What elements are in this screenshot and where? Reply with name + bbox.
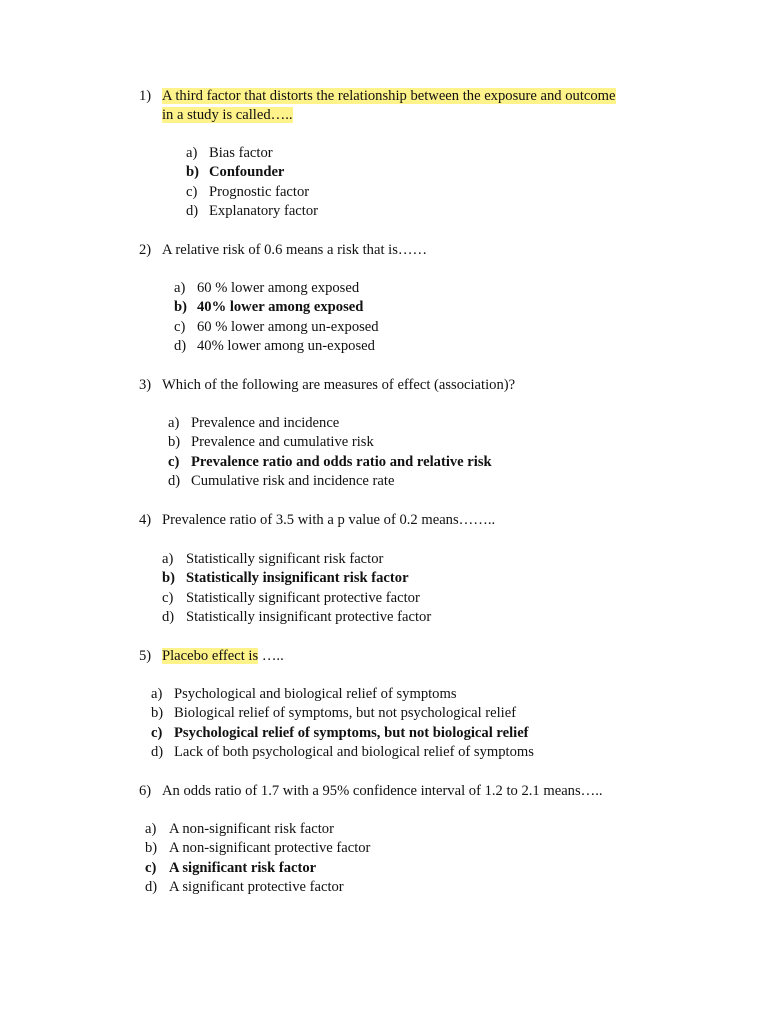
option-a [0, 550, 768, 569]
option-letter: b) [168, 434, 181, 451]
option-c [0, 183, 768, 202]
option-d [0, 608, 768, 627]
question-number: 6) [139, 783, 152, 799]
option-text: Statistically significant risk factor [186, 551, 384, 567]
option-text: 40% lower among exposed [197, 299, 364, 316]
question-text [162, 87, 662, 126]
option-b-correct [0, 163, 768, 182]
option-letter: b) [174, 299, 187, 316]
question-text: Placebo effect is ….. [162, 648, 284, 664]
option-text: A non-significant protective factor [169, 840, 371, 857]
question-text: Which of the following are measures of effect (association)? [162, 377, 516, 393]
option-text: Biological relief of symptoms, but not psychological relief [174, 705, 517, 722]
option-letter: d) [145, 878, 158, 895]
options-list [0, 685, 768, 762]
option-d [0, 743, 768, 762]
option-letter: d) [168, 472, 181, 489]
options-list [0, 414, 768, 491]
option-text: Psychological relief of symptoms, but not biological relief [174, 724, 529, 741]
option-c-correct [0, 859, 768, 878]
option-d [0, 202, 768, 221]
highlighted-text: A third factor that distorts the relationship between the exposure and outcome [162, 88, 616, 104]
option-text: Confounder [209, 164, 285, 181]
option-a [0, 820, 768, 839]
option-letter: b) [186, 164, 199, 181]
option-text: Statistically significant protective factor [186, 589, 420, 606]
option-b-correct [0, 569, 768, 588]
option-a [0, 144, 768, 163]
option-letter: a) [168, 415, 180, 431]
highlighted-text: in a study is called….. [162, 107, 293, 124]
option-b [0, 433, 768, 452]
option-letter: d) [186, 202, 199, 219]
option-text: Prevalence and incidence [191, 415, 340, 431]
option-text: Prevalence ratio and odds ratio and relative risk [191, 453, 492, 470]
option-text: Statistically insignificant protective factor [186, 608, 432, 625]
option-letter: a) [151, 686, 163, 702]
option-d [0, 878, 768, 897]
option-c-correct [0, 724, 768, 743]
option-letter: d) [151, 743, 164, 760]
option-text: Prevalence and cumulative risk [191, 434, 374, 451]
option-letter: d) [162, 608, 175, 625]
option-text: Explanatory factor [209, 202, 318, 219]
option-letter: c) [186, 183, 198, 200]
options-list [0, 279, 768, 356]
option-letter: c) [168, 453, 180, 470]
options-list [0, 144, 768, 221]
question-number: 2) [139, 242, 152, 258]
option-text: 40% lower among un-exposed [197, 337, 375, 354]
option-b [0, 839, 768, 858]
option-text: Bias factor [209, 145, 273, 161]
option-d [0, 472, 768, 491]
options-list [0, 820, 768, 897]
question-number: 1) [139, 88, 152, 104]
option-c [0, 589, 768, 608]
option-letter: a) [145, 821, 157, 837]
option-letter: a) [186, 145, 198, 161]
option-letter: d) [174, 337, 187, 354]
question-number: 3) [139, 377, 152, 393]
option-letter: b) [145, 840, 158, 857]
option-c-correct [0, 453, 768, 472]
options-list [0, 550, 768, 627]
question-number: 4) [139, 512, 152, 528]
option-text: Psychological and biological relief of symptoms [174, 686, 457, 702]
option-c [0, 318, 768, 337]
option-letter: b) [162, 570, 175, 587]
option-text: Cumulative risk and incidence rate [191, 472, 395, 489]
question-text: A relative risk of 0.6 means a risk that is…… [162, 242, 428, 258]
option-a [0, 685, 768, 704]
highlighted-text: Placebo effect is [162, 648, 259, 664]
option-text: 60 % lower among un-exposed [197, 318, 379, 335]
option-b [0, 704, 768, 723]
option-letter: a) [162, 551, 174, 567]
option-text: A significant risk factor [169, 859, 317, 876]
option-text: 60 % lower among exposed [197, 280, 360, 296]
question-number: 5) [139, 648, 152, 664]
option-text: A significant protective factor [169, 878, 344, 895]
option-text: Lack of both psychological and biological relief of symptoms [174, 743, 534, 760]
option-letter: c) [145, 859, 157, 876]
option-text: Prognostic factor [209, 183, 310, 200]
option-letter: b) [151, 705, 164, 722]
option-text: A non-significant risk factor [169, 821, 334, 837]
option-letter: a) [174, 280, 186, 296]
question-text: Prevalence ratio of 3.5 with a p value of 0.2 means…….. [162, 512, 496, 528]
option-letter: c) [162, 589, 174, 606]
option-a [0, 279, 768, 298]
question-text: An odds ratio of 1.7 with a 95% confidence interval of 1.2 to 2.1 means….. [162, 783, 603, 799]
option-b-correct [0, 298, 768, 317]
option-letter: c) [174, 318, 186, 335]
option-d [0, 337, 768, 356]
option-a [0, 414, 768, 433]
option-text: Statistically insignificant risk factor [186, 570, 409, 587]
option-letter: c) [151, 724, 163, 741]
